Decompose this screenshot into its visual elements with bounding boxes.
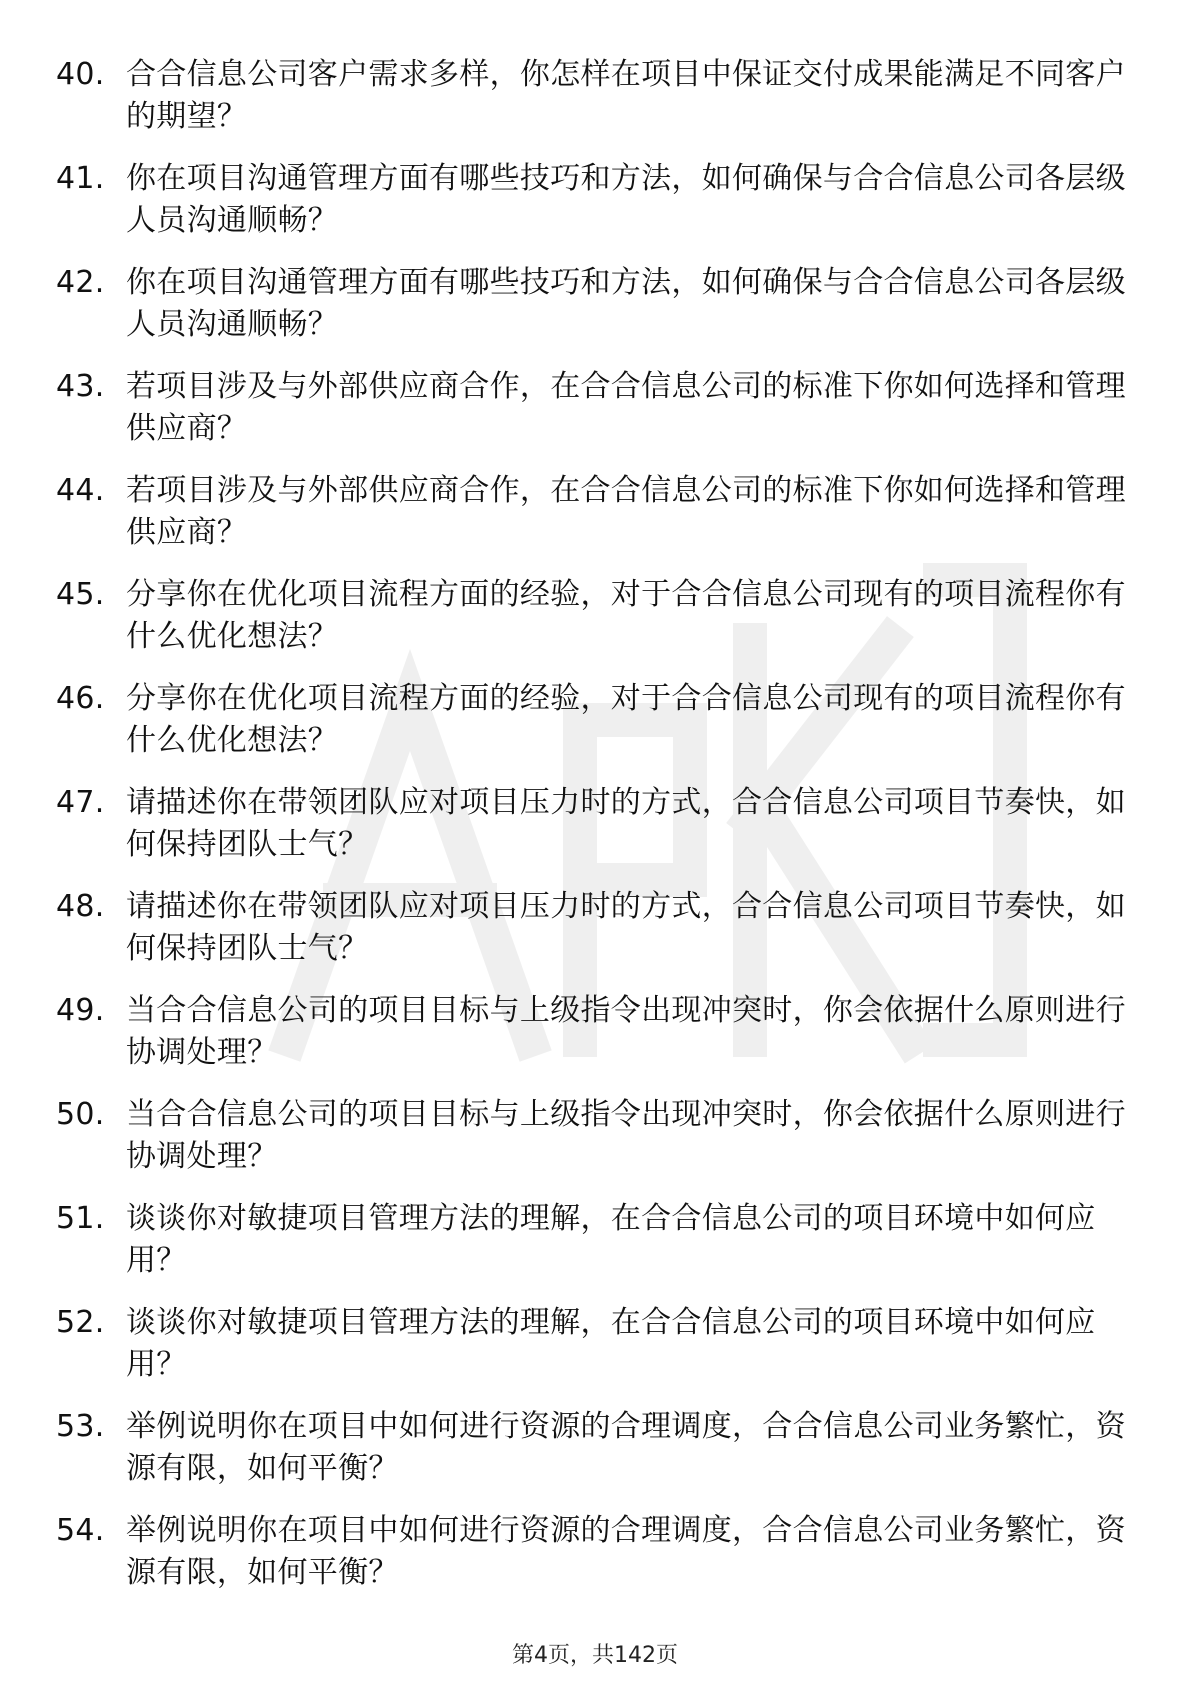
question-number: 48. (56, 889, 105, 924)
question-number: 53. (56, 1409, 105, 1444)
question-list (56, 54, 1136, 1614)
question-text: 请描述你在带领团队应对项目压力时的方式，合合信息公司项目节奏快，如何保持团队士气？ (126, 785, 1126, 862)
list-item (56, 54, 1136, 138)
list-item (56, 990, 1136, 1074)
list-item (56, 886, 1136, 970)
list-item (56, 366, 1136, 450)
question-number: 40. (56, 57, 105, 92)
question-number: 47. (56, 785, 105, 820)
question-number: 54. (56, 1513, 105, 1548)
list-item (56, 1510, 1136, 1594)
list-item (56, 470, 1136, 554)
list-item (56, 678, 1136, 762)
question-text: 谈谈你对敏捷项目管理方法的理解，在合合信息公司的项目环境中如何应用？ (126, 1201, 1096, 1278)
question-number: 42. (56, 265, 105, 300)
question-number: 52. (56, 1305, 105, 1340)
question-number: 46. (56, 681, 105, 716)
list-item (56, 1094, 1136, 1178)
question-number: 45. (56, 577, 105, 612)
question-text: 分享你在优化项目流程方面的经验，对于合合信息公司现有的项目流程你有什么优化想法？ (126, 681, 1126, 758)
question-text: 举例说明你在项目中如何进行资源的合理调度，合合信息公司业务繁忙，资源有限，如何平衡？ (126, 1409, 1126, 1486)
question-number: 43. (56, 369, 105, 404)
question-number: 44. (56, 473, 105, 508)
question-text: 你在项目沟通管理方面有哪些技巧和方法，如何确保与合合信息公司各层级人员沟通顺畅？ (126, 161, 1126, 238)
question-text: 若项目涉及与外部供应商合作，在合合信息公司的标准下你如何选择和管理供应商？ (126, 473, 1126, 550)
list-item (56, 782, 1136, 866)
page-footer: 第4页，共142页 (512, 1643, 678, 1668)
question-text: 分享你在优化项目流程方面的经验，对于合合信息公司现有的项目流程你有什么优化想法？ (126, 577, 1126, 654)
list-item (56, 1406, 1136, 1490)
question-text: 当合合信息公司的项目目标与上级指令出现冲突时，你会依据什么原则进行协调处理？ (126, 1097, 1126, 1174)
question-number: 50. (56, 1097, 105, 1132)
question-number: 51. (56, 1201, 105, 1236)
list-item (56, 574, 1136, 658)
question-text: 谈谈你对敏捷项目管理方法的理解，在合合信息公司的项目环境中如何应用？ (126, 1305, 1096, 1382)
question-text: 举例说明你在项目中如何进行资源的合理调度，合合信息公司业务繁忙，资源有限，如何平衡？ (126, 1513, 1126, 1590)
list-item (56, 158, 1136, 242)
question-number: 41. (56, 161, 105, 196)
list-item (56, 1302, 1136, 1386)
question-text: 当合合信息公司的项目目标与上级指令出现冲突时，你会依据什么原则进行协调处理？ (126, 993, 1126, 1070)
question-text: 若项目涉及与外部供应商合作，在合合信息公司的标准下你如何选择和管理供应商？ (126, 369, 1126, 446)
question-text: 你在项目沟通管理方面有哪些技巧和方法，如何确保与合合信息公司各层级人员沟通顺畅？ (126, 265, 1126, 342)
question-text: 请描述你在带领团队应对项目压力时的方式，合合信息公司项目节奏快，如何保持团队士气？ (126, 889, 1126, 966)
list-item (56, 262, 1136, 346)
question-number: 49. (56, 993, 105, 1028)
question-text: 合合信息公司客户需求多样，你怎样在项目中保证交付成果能满足不同客户的期望？ (126, 57, 1126, 134)
list-item (56, 1198, 1136, 1282)
